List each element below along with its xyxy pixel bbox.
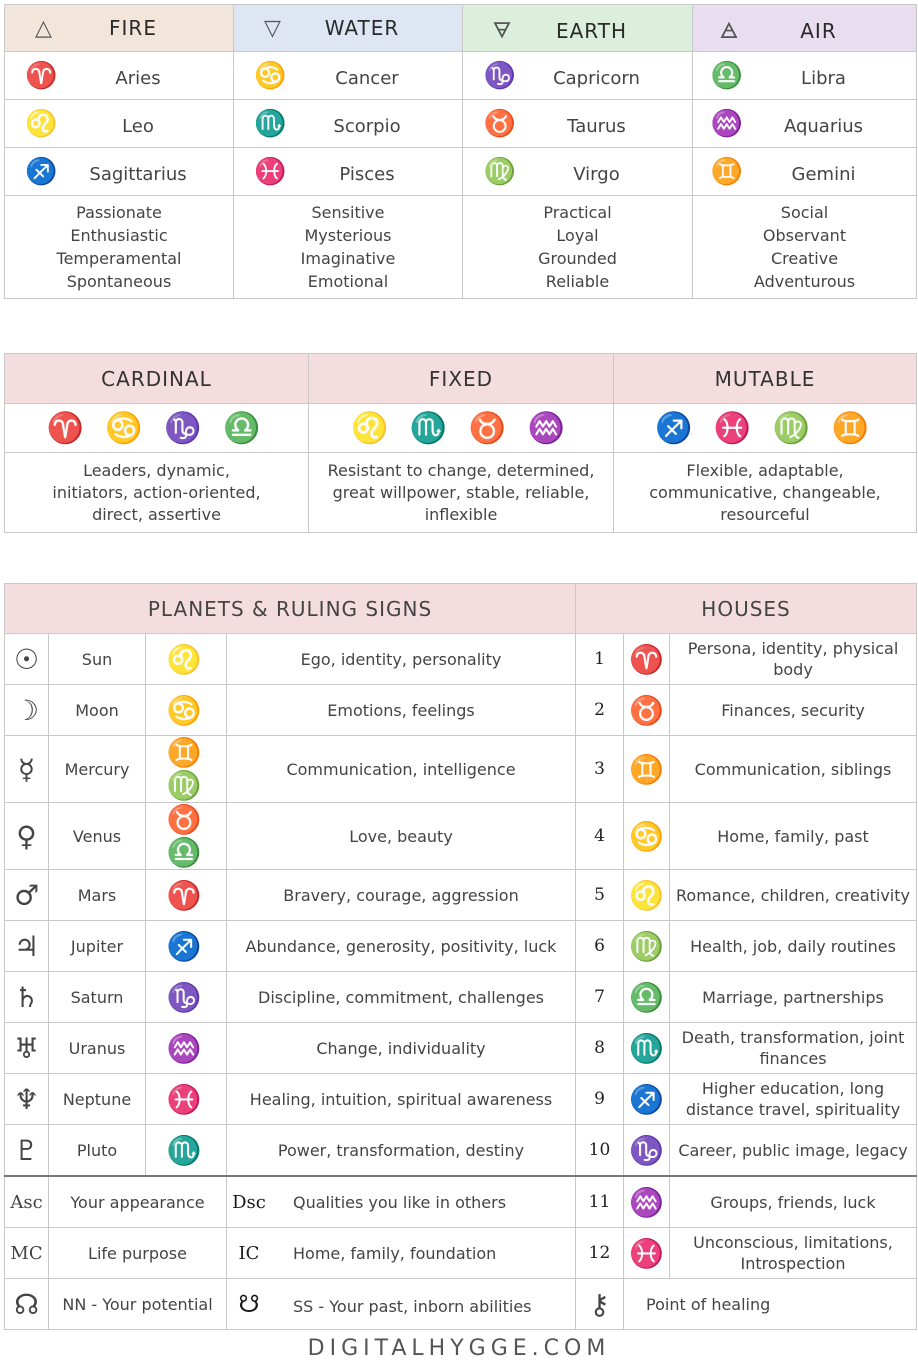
- fire-header: [5, 5, 234, 52]
- table-row: [5, 803, 917, 870]
- imum-coeli-icon: IC: [238, 1242, 260, 1264]
- modalities-symbols-row: [5, 404, 917, 453]
- sign-cell: [463, 148, 693, 196]
- cardinal-header: CARDINAL: [5, 354, 309, 404]
- sign-name: Pisces: [339, 163, 395, 185]
- sign-cell: [5, 52, 234, 100]
- sign-name: Cancer: [335, 67, 399, 89]
- water-traits: [234, 196, 463, 299]
- planet-name: Jupiter: [49, 921, 146, 972]
- table-row: [5, 1176, 917, 1228]
- chiron-icon: ⚷: [576, 1279, 624, 1330]
- elements-row: [5, 52, 917, 100]
- house-sign-icon: ♒: [624, 1176, 670, 1228]
- fire-label: FIRE: [109, 15, 157, 40]
- house-desc: Communication, siblings: [670, 736, 917, 803]
- point-desc-pair: [227, 1279, 576, 1330]
- sign-name: Leo: [122, 115, 154, 137]
- fixed-signs-icons: ♌ ♏ ♉ ♒: [309, 404, 614, 453]
- elements-traits-row: [5, 196, 917, 299]
- trait: Spontaneous: [66, 272, 172, 291]
- sign-name: Gemini: [791, 163, 856, 185]
- aries-icon: ♈: [25, 60, 58, 91]
- house-desc: Finances, security: [670, 685, 917, 736]
- saturn-icon: ♄: [5, 972, 49, 1023]
- house-number: 2: [576, 685, 624, 736]
- ruling-sign-icon: ♉ ♎: [146, 803, 227, 870]
- house-desc: Higher education, long distance travel, spirituality: [670, 1074, 917, 1125]
- planet-desc: Communication, intelligence: [227, 736, 576, 803]
- planets-houses-table: [4, 583, 917, 1330]
- planets-header-row: [5, 584, 917, 634]
- earth-triangle-icon: 🜃: [492, 19, 513, 44]
- desc-line: communicative, changeable,: [649, 482, 881, 502]
- trait: Reliable: [545, 272, 610, 291]
- house-sign-icon: ♍: [624, 921, 670, 972]
- sign-cell: [234, 100, 463, 148]
- earth-label: EARTH: [555, 19, 627, 43]
- house-sign-icon: ♈: [624, 634, 670, 685]
- water-label: WATER: [324, 15, 400, 40]
- planet-name: Venus: [49, 803, 146, 870]
- libra-icon: ♎: [710, 60, 743, 91]
- taurus-icon: ♉: [483, 108, 516, 139]
- house-number: 3: [576, 736, 624, 803]
- sun-icon: ☉: [5, 634, 49, 685]
- chiron-desc: Point of healing: [624, 1279, 917, 1330]
- house-number: 8: [576, 1023, 624, 1074]
- north-node-icon: ☊: [5, 1279, 49, 1330]
- water-triangle-icon: ▽: [264, 15, 282, 41]
- sign-cell: [463, 100, 693, 148]
- point-desc: Your appearance: [49, 1176, 227, 1228]
- planet-name: Moon: [49, 685, 146, 736]
- table-row: [5, 736, 917, 803]
- sign-cell: [234, 148, 463, 196]
- planet-name: Uranus: [49, 1023, 146, 1074]
- fixed-desc: [309, 453, 614, 533]
- cardinal-signs-icons: ♈ ♋ ♑ ♎: [5, 404, 309, 453]
- house-desc: Groups, friends, luck: [670, 1176, 917, 1228]
- house-number: 12: [576, 1228, 624, 1279]
- virgo-icon: ♍: [483, 156, 516, 187]
- desc-line: direct, assertive: [92, 504, 221, 524]
- table-row: [5, 1074, 917, 1125]
- sign-cell: [693, 52, 917, 100]
- desc-line: great willpower, stable, reliable,: [332, 482, 590, 502]
- house-number: 11: [576, 1176, 624, 1228]
- desc-line: resourceful: [720, 504, 810, 524]
- trait: Creative: [770, 249, 839, 268]
- sign-cell: [5, 100, 234, 148]
- ruling-sign-icon: ♐: [146, 921, 227, 972]
- trait: Grounded: [538, 249, 617, 268]
- sign-cell: [234, 52, 463, 100]
- trait: Sensitive: [311, 203, 385, 222]
- point-desc: Home, family, foundation: [293, 1243, 497, 1263]
- house-number: 7: [576, 972, 624, 1023]
- modalities-header-row: [5, 354, 917, 404]
- pisces-icon: ♓: [254, 156, 287, 187]
- ruling-sign-icon: ♌: [146, 634, 227, 685]
- house-sign-icon: ♎: [624, 972, 670, 1023]
- jupiter-icon: ♃: [5, 921, 49, 972]
- trait: Loyal: [556, 226, 599, 245]
- planet-desc: Discipline, commitment, challenges: [227, 972, 576, 1023]
- cardinal-desc: [5, 453, 309, 533]
- ruling-sign-icon: ♒: [146, 1023, 227, 1074]
- point-desc-pair: [227, 1228, 576, 1279]
- footer-site-name: DIGITALHYGGE.COM: [307, 1336, 611, 1361]
- sign-name: Taurus: [567, 115, 626, 137]
- trait: Imaginative: [300, 249, 396, 268]
- house-desc: Romance, children, creativity: [670, 870, 917, 921]
- mutable-signs-icons: ♐ ♓ ♍ ♊: [614, 404, 917, 453]
- house-number: 5: [576, 870, 624, 921]
- moon-icon: ☽: [5, 685, 49, 736]
- water-header: [234, 5, 463, 52]
- planet-name: Mercury: [49, 736, 146, 803]
- house-sign-icon: ♊: [624, 736, 670, 803]
- point-desc: Qualities you like in others: [293, 1192, 507, 1212]
- modalities-desc-row: [5, 453, 917, 533]
- elements-row: [5, 148, 917, 196]
- planet-desc: Emotions, feelings: [227, 685, 576, 736]
- trait: Practical: [543, 203, 612, 222]
- house-number: 9: [576, 1074, 624, 1125]
- sagittarius-icon: ♐: [25, 156, 58, 187]
- fire-traits: [5, 196, 234, 299]
- desc-line: Leaders, dynamic,: [83, 460, 230, 480]
- house-desc: Career, public image, legacy: [670, 1125, 917, 1177]
- house-desc: Home, family, past: [670, 803, 917, 870]
- house-number: 1: [576, 634, 624, 685]
- sign-name: Libra: [801, 67, 846, 89]
- point-desc: Life purpose: [49, 1228, 227, 1279]
- elements-table: [4, 4, 917, 299]
- point-desc: NN - Your potential: [49, 1279, 227, 1330]
- trait: Observant: [762, 226, 847, 245]
- planet-name: Neptune: [49, 1074, 146, 1125]
- house-desc: Unconscious, limitations, Introspection: [670, 1228, 917, 1279]
- table-row: [5, 1228, 917, 1279]
- table-row: [5, 1125, 917, 1177]
- house-sign-icon: ♓: [624, 1228, 670, 1279]
- air-triangle-icon: 🜁: [719, 19, 740, 44]
- neptune-icon: ♆: [5, 1074, 49, 1125]
- ruling-sign-icon: ♈: [146, 870, 227, 921]
- desc-line: Resistant to change, determined,: [327, 460, 595, 480]
- house-desc: Marriage, partnerships: [670, 972, 917, 1023]
- modalities-table: [4, 353, 917, 533]
- sign-name: Aries: [115, 67, 161, 89]
- ruling-sign-icon: ♏: [146, 1125, 227, 1177]
- leo-icon: ♌: [25, 108, 58, 139]
- descendant-icon: Dsc: [232, 1191, 266, 1213]
- pluto-icon: ♇: [5, 1125, 49, 1177]
- sign-name: Virgo: [573, 163, 620, 185]
- point-desc-pair: [227, 1176, 576, 1228]
- trait: Temperamental: [56, 249, 182, 268]
- ruling-sign-icon: ♊ ♍: [146, 736, 227, 803]
- trait: Passionate: [76, 203, 162, 222]
- mutable-header: MUTABLE: [614, 354, 917, 404]
- planet-desc: Abundance, generosity, positivity, luck: [227, 921, 576, 972]
- sign-name: Scorpio: [333, 115, 401, 137]
- house-desc: Death, transformation, joint finances: [670, 1023, 917, 1074]
- desc-line: initiators, action-oriented,: [52, 482, 261, 502]
- house-number: 10: [576, 1125, 624, 1177]
- aquarius-icon: ♒: [710, 108, 743, 139]
- air-label: AIR: [800, 19, 837, 43]
- table-row: [5, 1279, 917, 1330]
- sign-cell: [693, 100, 917, 148]
- house-sign-icon: ♑: [624, 1125, 670, 1177]
- table-row: [5, 634, 917, 685]
- planet-desc: Ego, identity, personality: [227, 634, 576, 685]
- gemini-icon: ♊: [710, 156, 743, 187]
- sign-cell: [463, 52, 693, 100]
- trait: Enthusiastic: [70, 226, 168, 245]
- planet-desc: Power, transformation, destiny: [227, 1125, 576, 1177]
- planet-desc: Bravery, courage, aggression: [227, 870, 576, 921]
- house-sign-icon: ♉: [624, 685, 670, 736]
- scorpio-icon: ♏: [254, 108, 287, 139]
- planet-name: Saturn: [49, 972, 146, 1023]
- planet-name: Mars: [49, 870, 146, 921]
- air-header: [693, 5, 917, 52]
- sign-name: Aquarius: [783, 115, 864, 137]
- house-sign-icon: ♐: [624, 1074, 670, 1125]
- planet-desc: Change, individuality: [227, 1023, 576, 1074]
- house-sign-icon: ♌: [624, 870, 670, 921]
- mutable-desc: [614, 453, 917, 533]
- trait: Emotional: [307, 272, 389, 291]
- desc-line: inflexible: [424, 504, 498, 524]
- house-sign-icon: ♏: [624, 1023, 670, 1074]
- planet-desc: Love, beauty: [227, 803, 576, 870]
- midheaven-icon: MC: [5, 1228, 49, 1279]
- house-sign-icon: ♋: [624, 803, 670, 870]
- ascendant-icon: Asc: [5, 1176, 49, 1228]
- house-number: 6: [576, 921, 624, 972]
- planets-header: PLANETS & RULING SIGNS: [5, 584, 576, 634]
- earth-traits: [463, 196, 693, 299]
- venus-icon: ♀: [5, 803, 49, 870]
- table-row: [5, 972, 917, 1023]
- ruling-sign-icon: ♋: [146, 685, 227, 736]
- air-traits: [693, 196, 917, 299]
- south-node-icon: ☋: [238, 1290, 260, 1318]
- planet-name: Pluto: [49, 1125, 146, 1177]
- mercury-icon: ☿: [5, 736, 49, 803]
- houses-header: HOUSES: [576, 584, 917, 634]
- elements-header-row: [5, 5, 917, 52]
- sign-cell: [693, 148, 917, 196]
- trait: Mysterious: [304, 226, 392, 245]
- sign-cell: [5, 148, 234, 196]
- cancer-icon: ♋: [254, 60, 287, 91]
- fixed-header: FIXED: [309, 354, 614, 404]
- table-row: [5, 921, 917, 972]
- capricorn-icon: ♑: [483, 60, 516, 91]
- earth-header: [463, 5, 693, 52]
- desc-line: Flexible, adaptable,: [686, 460, 844, 480]
- fire-triangle-icon: △: [35, 15, 53, 41]
- ruling-sign-icon: ♓: [146, 1074, 227, 1125]
- table-row: [5, 870, 917, 921]
- sign-name: Capricorn: [553, 67, 640, 89]
- house-desc: Persona, identity, physical body: [670, 634, 917, 685]
- mars-icon: ♂: [5, 870, 49, 921]
- point-desc: SS - Your past, inborn abilities: [293, 1297, 532, 1316]
- house-desc: Health, job, daily routines: [670, 921, 917, 972]
- ruling-sign-icon: ♑: [146, 972, 227, 1023]
- house-number: 4: [576, 803, 624, 870]
- sign-name: Sagittarius: [89, 163, 187, 185]
- planet-name: Sun: [49, 634, 146, 685]
- planet-desc: Healing, intuition, spiritual awareness: [227, 1074, 576, 1125]
- table-row: [5, 1023, 917, 1074]
- trait: Adventurous: [753, 272, 856, 291]
- uranus-icon: ♅: [5, 1023, 49, 1074]
- table-row: [5, 685, 917, 736]
- elements-row: [5, 100, 917, 148]
- trait: Social: [780, 203, 829, 222]
